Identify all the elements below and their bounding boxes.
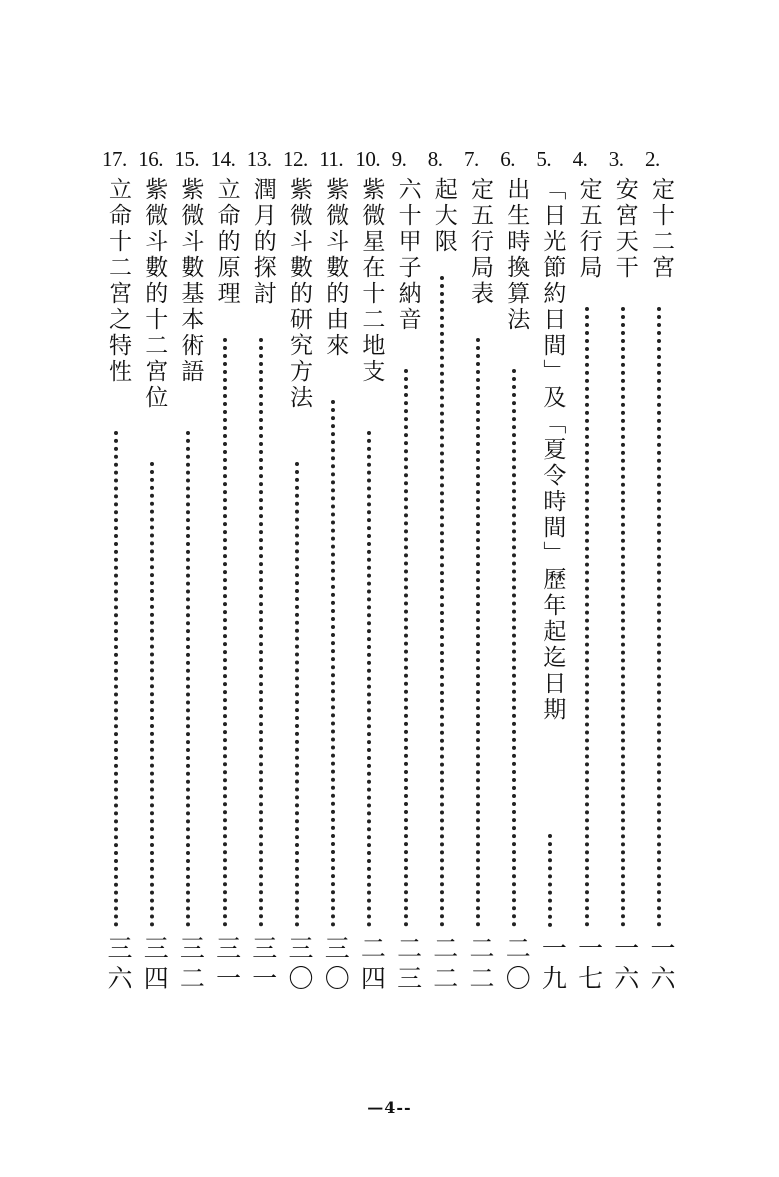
entry-page-number: 三一 — [248, 935, 278, 995]
entry-number: 17. — [102, 147, 127, 171]
dot-leader — [186, 431, 195, 927]
entry-page-number: 一七 — [574, 935, 604, 995]
entry-page-number: 一九 — [538, 935, 568, 995]
toc-entry[interactable] — [500, 145, 532, 1065]
entry-page-number: 二三 — [393, 935, 423, 995]
entry-title: 潤月的探討 — [249, 177, 276, 307]
dot-leader — [331, 400, 340, 927]
toc-entry[interactable] — [211, 145, 243, 1065]
dot-leader — [621, 307, 630, 927]
entry-page-number: 三〇 — [321, 935, 351, 995]
entry-title: 定五行局 — [575, 177, 602, 281]
dot-leader — [657, 307, 666, 927]
toc-entry[interactable] — [283, 145, 315, 1065]
toc-entry[interactable] — [609, 145, 641, 1065]
dot-leader — [259, 338, 268, 927]
dot-leader — [404, 369, 413, 927]
entry-number: 8. — [427, 147, 443, 171]
toc-entry[interactable] — [319, 145, 351, 1065]
entry-title: 紫微斗數的研究方法 — [286, 177, 312, 411]
toc-entry[interactable] — [392, 145, 424, 1065]
entry-page-number: 一六 — [647, 935, 676, 995]
entry-number: 14. — [210, 147, 236, 171]
entry-title: 安宮天干 — [611, 177, 638, 281]
dot-leader — [585, 307, 594, 927]
entry-title: 紫微斗數基本術語 — [177, 177, 204, 385]
entry-page-number: 一六 — [610, 935, 640, 995]
entry-number: 5. — [536, 147, 552, 171]
entry-page-number: 三一 — [212, 935, 242, 995]
toc-entry[interactable] — [247, 145, 279, 1065]
entry-title: 定五行局表 — [467, 177, 493, 307]
entry-title: 立命十二宮之特性 — [105, 177, 131, 385]
entry-page-number: 二〇 — [502, 935, 532, 995]
entry-number: 9. — [391, 147, 407, 171]
toc-entry[interactable] — [428, 145, 460, 1065]
entry-title: 紫微斗數的十二宮位 — [141, 177, 168, 411]
toc-entry[interactable] — [645, 145, 677, 1065]
entry-page-number: 三四 — [140, 935, 170, 995]
entry-number: 6. — [500, 147, 515, 171]
toc-entry[interactable] — [174, 145, 206, 1065]
dot-leader — [512, 369, 521, 927]
entry-title: 起大限 — [430, 177, 457, 255]
entry-title: 紫微斗數的由來 — [322, 177, 349, 359]
dot-leader — [295, 462, 304, 927]
entry-number: 15. — [174, 147, 200, 171]
entry-page-number: 三〇 — [285, 935, 314, 995]
dot-leader — [440, 276, 449, 927]
toc-entry[interactable] — [102, 145, 134, 1065]
entry-number: 12. — [283, 147, 308, 171]
entry-title: 紫微星在十二地支 — [358, 177, 385, 385]
dot-leader — [223, 338, 232, 927]
dot-leader — [367, 431, 376, 927]
toc-entry[interactable] — [355, 145, 387, 1065]
entry-number: 2. — [645, 147, 660, 171]
toc-entry[interactable] — [536, 145, 568, 1065]
entry-title: 六十甲子納音 — [394, 177, 421, 333]
entry-number: 3. — [608, 147, 624, 171]
entry-page-number: 二二 — [429, 935, 459, 995]
entry-title: 「日光節約日間」及「夏令時間」歷年起迄日期 — [539, 177, 566, 723]
table-of-contents — [100, 145, 680, 1065]
dot-leader — [150, 462, 159, 927]
dot-leader — [548, 834, 557, 927]
entry-page-number: 二二 — [466, 935, 495, 995]
entry-number: 16. — [138, 147, 163, 171]
toc-entry[interactable] — [464, 145, 496, 1065]
entry-title: 出生時換算法 — [503, 177, 530, 333]
entry-title: 定十二宮 — [648, 177, 674, 281]
toc-entry[interactable] — [573, 145, 605, 1065]
entry-page-number: 三二 — [176, 935, 206, 995]
entry-number: 4. — [572, 147, 588, 171]
entry-number: 7. — [464, 147, 479, 171]
dot-leader — [476, 338, 485, 927]
entry-page-number: 二四 — [357, 935, 387, 995]
dot-leader — [114, 431, 123, 927]
entry-number: 13. — [246, 147, 272, 171]
entry-number: 10. — [355, 147, 381, 171]
entry-page-number: 三六 — [104, 935, 133, 995]
entry-number: 11. — [319, 147, 344, 171]
page-number-footer: —4-- — [367, 1098, 412, 1117]
toc-entry[interactable] — [138, 145, 170, 1065]
entry-title: 立命的原理 — [213, 177, 240, 307]
